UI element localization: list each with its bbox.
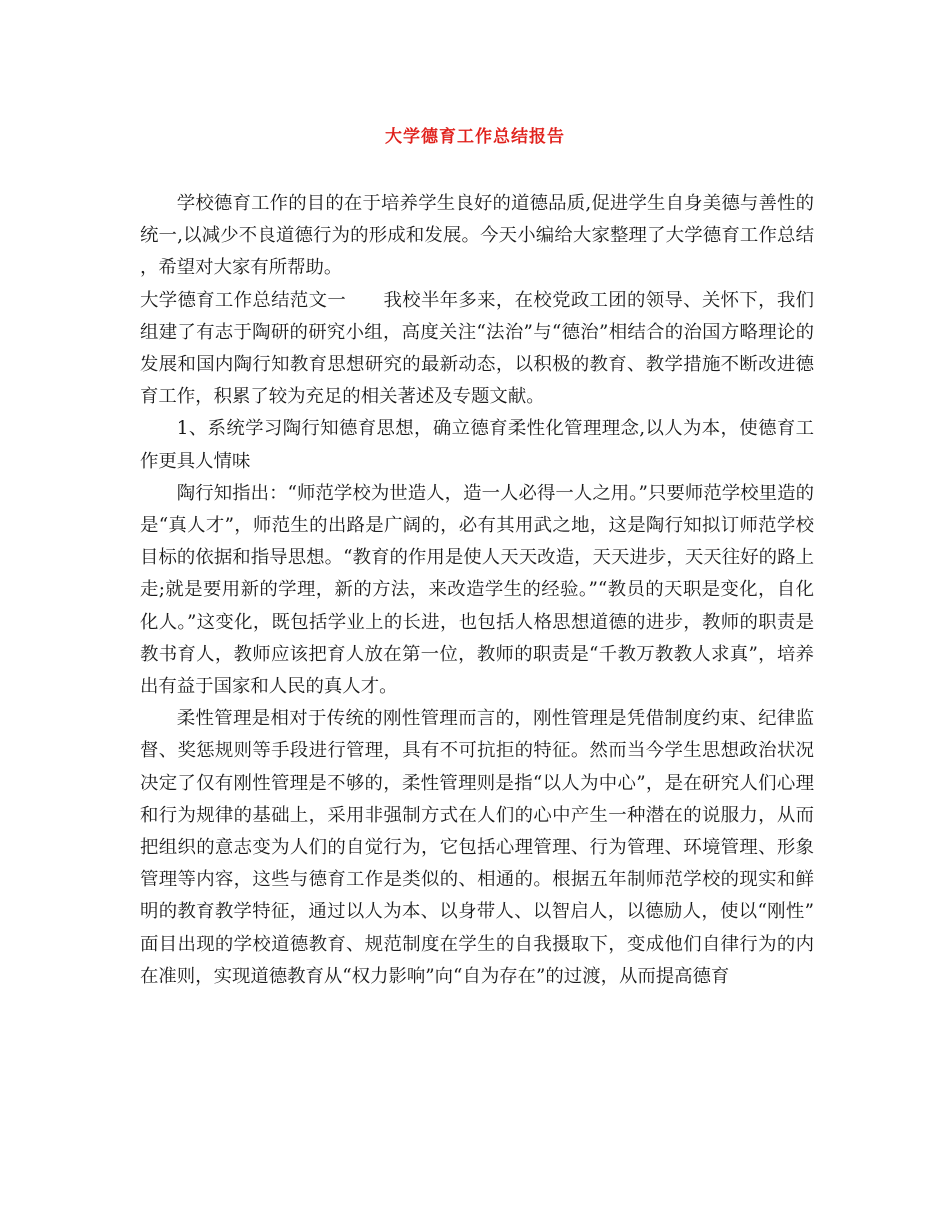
intro-paragraph: 学校德育工作的目的在于培养学生良好的道德品质,促进学生自身美德与善性的统一,以减少不良道德行为的形成和发展。今天小编给大家整理了大学德育工作总结，希望对大家有所帮助。 <box>140 193 814 279</box>
document-body <box>140 188 814 993</box>
document-title: 大学德育工作总结报告 <box>385 127 565 147</box>
body-paragraph-flexible-management: 柔性管理是相对于传统的刚性管理而言的，刚性管理是凭借制度约束、纪律监督、奖惩规则等手段进行管理，具有不可抗拒的特征。然而当今学生思想政治状况决定了仅有刚性管理是不够的，柔性管理则是指“以人为中心”，是在研究人们心理和行为规律的基础上，采用非强制方式在人们的心中产生一种潜在的说服力，从而把组织的意志变为人们的自觉行为，它包括心理管理、行为管理、环境管理、形象管理等内容，这些与德育工作是类似的、相通的。根据五年制师范学校的现实和鲜明的教育教学特征，通过以人为本、以身带人、以智启人，以德励人，使以“刚性”面目出现的学校道德教育、规范制度在学生的自我摄取下，变成他们自律行为的内在准则，实现道德教育从“权力影响”向“自为存在”的过渡，从而提高德育 <box>140 708 814 987</box>
point-heading-paragraph: 1、系统学习陶行知德育思想，确立德育柔性化管理理念,以人为本，使德育工作更具人情味 <box>140 418 814 472</box>
section-paragraph-sample-one: 大学德育工作总结范文一 我校半年多来，在校党政工团的领导、关怀下，我们组建了有志于陶研的研究小组，高度关注“法治”与“德治”相结合的治国方略理论的发展和国内陶行知教育思想研究的最新动态，以积极的教育、教学措施不断改进德育工作，积累了较为充足的相关著述及专题文献。 <box>140 289 814 408</box>
body-paragraph-tao-xingzhi: 陶行知指出：“师范学校为世造人，造一人必得一人之用。”只要师范学校里造的是“真人才”，师范生的出路是广阔的，必有其用武之地，这是陶行知拟订师范学校目标的依据和指导思想。“教育的作用是使人天天改造，天天进步，天天往好的路上走;就是要用新的学理，新的方法，来改造学生的经验。”“教员的天职是变化，自化化人。”这变化，既包括学业上的长进，也包括人格思想道德的进步，教师的职责是教书育人，教师应该把育人放在第一位，教师的职责是“千教万教教人求真”，培养出有益于国家和人民的真人才。 <box>140 482 814 698</box>
